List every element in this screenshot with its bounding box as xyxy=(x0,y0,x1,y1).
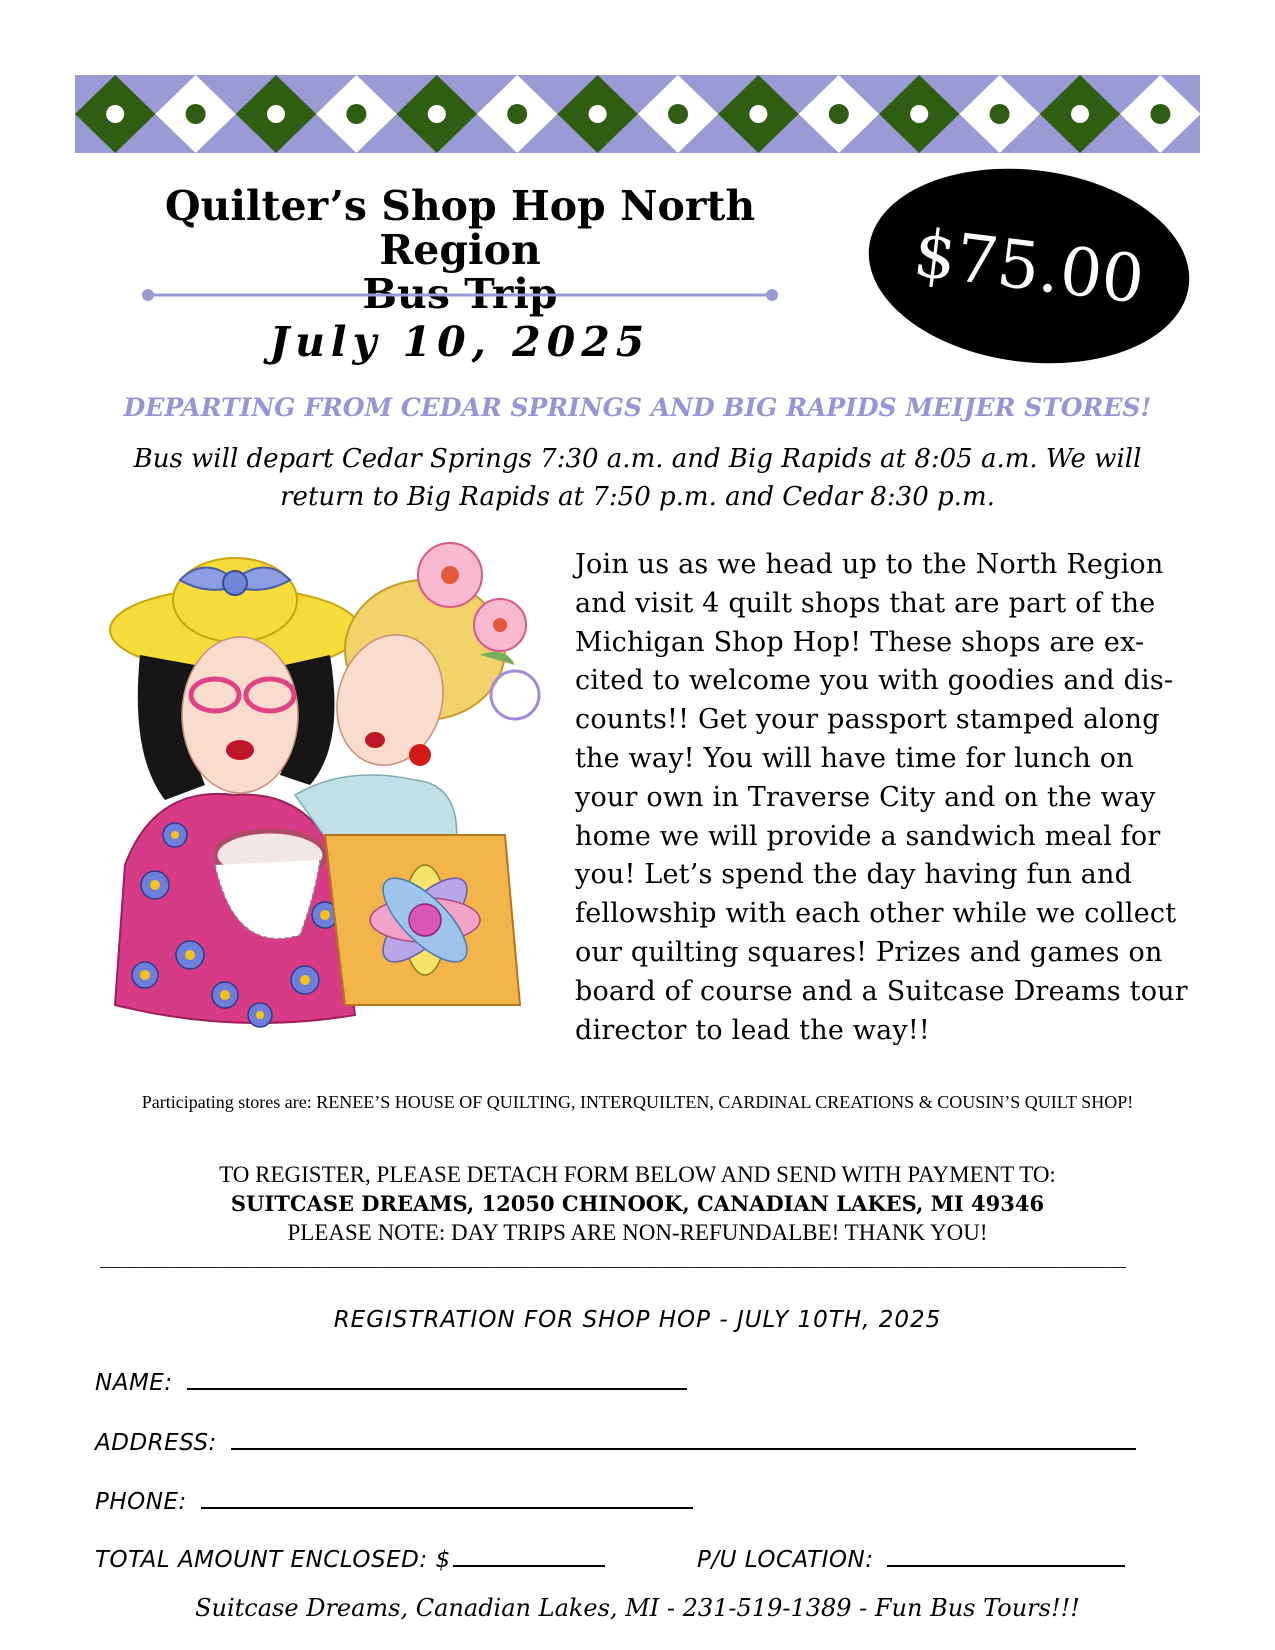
diamond-dot xyxy=(428,105,446,123)
register-line-1: TO REGISTER, PLEASE DETACH FORM BELOW AND SEND WITH PAYMENT TO: xyxy=(219,1162,1056,1187)
description-line: the way! You will have time for lunch on xyxy=(575,742,1134,774)
description-line: and visit 4 quilt shops that are part of the xyxy=(575,587,1156,619)
address-label: ADDRESS: xyxy=(95,1430,217,1456)
detach-line: _______________________________________________________________________________________________ xyxy=(100,1252,1127,1272)
diamond-dot xyxy=(589,105,607,123)
participating-stores: Participating stores are: RENEE’S HOUSE OF QUILTING, INTERQUILTEN, CARDINAL CREATIONS & COUSIN’S QUILT SHOP! xyxy=(141,1092,1134,1112)
refund-note: PLEASE NOTE: DAY TRIPS ARE NON-REFUNDALBE! THANK YOU! xyxy=(287,1220,988,1245)
mailing-address: SUITCASE DREAMS, 12050 CHINOOK, CANADIAN LAKES, MI 49346 xyxy=(230,1191,1045,1216)
quilting-ladies-illustration xyxy=(85,535,550,1055)
title-line-2: Bus Trip xyxy=(362,270,558,318)
footer-contact: Suitcase Dreams, Canadian Lakes, MI - 231-519-1389 - Fun Bus Tours!!! xyxy=(195,1594,1080,1622)
description-line: board of course and a Suitcase Dreams tour xyxy=(575,975,1188,1007)
address-field[interactable] xyxy=(95,1430,1136,1456)
pickup-location-label: P/U LOCATION: xyxy=(697,1547,874,1573)
diamond-dot xyxy=(829,104,849,124)
schedule-line-1: Bus will depart Cedar Springs 7:30 a.m. and Big Rapids at 8:05 a.m. We will xyxy=(133,444,1142,474)
diamond-dot xyxy=(507,104,527,124)
price-label: $75.00 xyxy=(909,213,1149,319)
title-divider xyxy=(140,288,780,302)
pickup-location-blank[interactable] xyxy=(887,1547,1125,1567)
schedule-line-2: return to Big Rapids at 7:50 p.m. and Cedar 8:30 p.m. xyxy=(280,482,995,512)
form-title: REGISTRATION FOR SHOP HOP - JULY 10TH, 2025 xyxy=(333,1307,942,1333)
phone-label: PHONE: xyxy=(95,1489,187,1515)
diamond-dot xyxy=(990,104,1010,124)
name-blank[interactable] xyxy=(187,1370,687,1390)
total-field[interactable] xyxy=(95,1547,605,1573)
pickup-location-field[interactable] xyxy=(697,1547,1125,1573)
diamond-dot xyxy=(346,104,366,124)
address-blank[interactable] xyxy=(231,1430,1136,1450)
description-line: you! Let’s spend the day having fun and xyxy=(575,859,1133,891)
description-line: our quilting squares! Prizes and games on xyxy=(575,936,1163,968)
schedule-text xyxy=(75,440,1200,516)
name-field[interactable] xyxy=(95,1370,687,1396)
description-line: Join us as we head up to the North Region xyxy=(575,549,1164,580)
phone-field[interactable] xyxy=(95,1489,693,1515)
diamond-dot xyxy=(106,105,124,123)
diamond-dot xyxy=(267,105,285,123)
description-line: director to lead the way!! xyxy=(575,1014,930,1046)
total-label: TOTAL AMOUNT ENCLOSED: $ xyxy=(95,1547,451,1573)
diamond-dot xyxy=(186,104,206,124)
description-line: your own in Traverse City and on the way xyxy=(575,781,1156,813)
diamond-dot xyxy=(749,105,767,123)
description-line: cited to welcome you with goodies and dis- xyxy=(575,665,1174,697)
title-line-1: Quilter’s Shop Hop North Region xyxy=(164,182,756,274)
description-line: home we will provide a sandwich meal for xyxy=(575,820,1161,852)
name-label: NAME: xyxy=(95,1370,173,1396)
total-blank[interactable] xyxy=(453,1547,605,1567)
description-line: fellowship with each other while we collect xyxy=(575,898,1177,930)
diamond-dot xyxy=(668,104,688,124)
diamond-banner xyxy=(75,75,1200,153)
phone-blank[interactable] xyxy=(201,1489,693,1509)
trip-description xyxy=(575,546,1195,1050)
register-instructions xyxy=(60,1160,1215,1247)
diamond-dot xyxy=(1150,104,1170,124)
event-date: July 10, 2025 xyxy=(269,318,651,366)
description-line: counts!! Get your passport stamped along xyxy=(575,704,1160,736)
diamond-dot xyxy=(910,105,928,123)
departing-headline: DEPARTING FROM CEDAR SPRINGS AND BIG RAPIDS MEIJER STORES! xyxy=(123,393,1152,422)
diamond-dot xyxy=(1071,105,1089,123)
description-line: Michigan Shop Hop! These shops are ex- xyxy=(575,626,1145,658)
